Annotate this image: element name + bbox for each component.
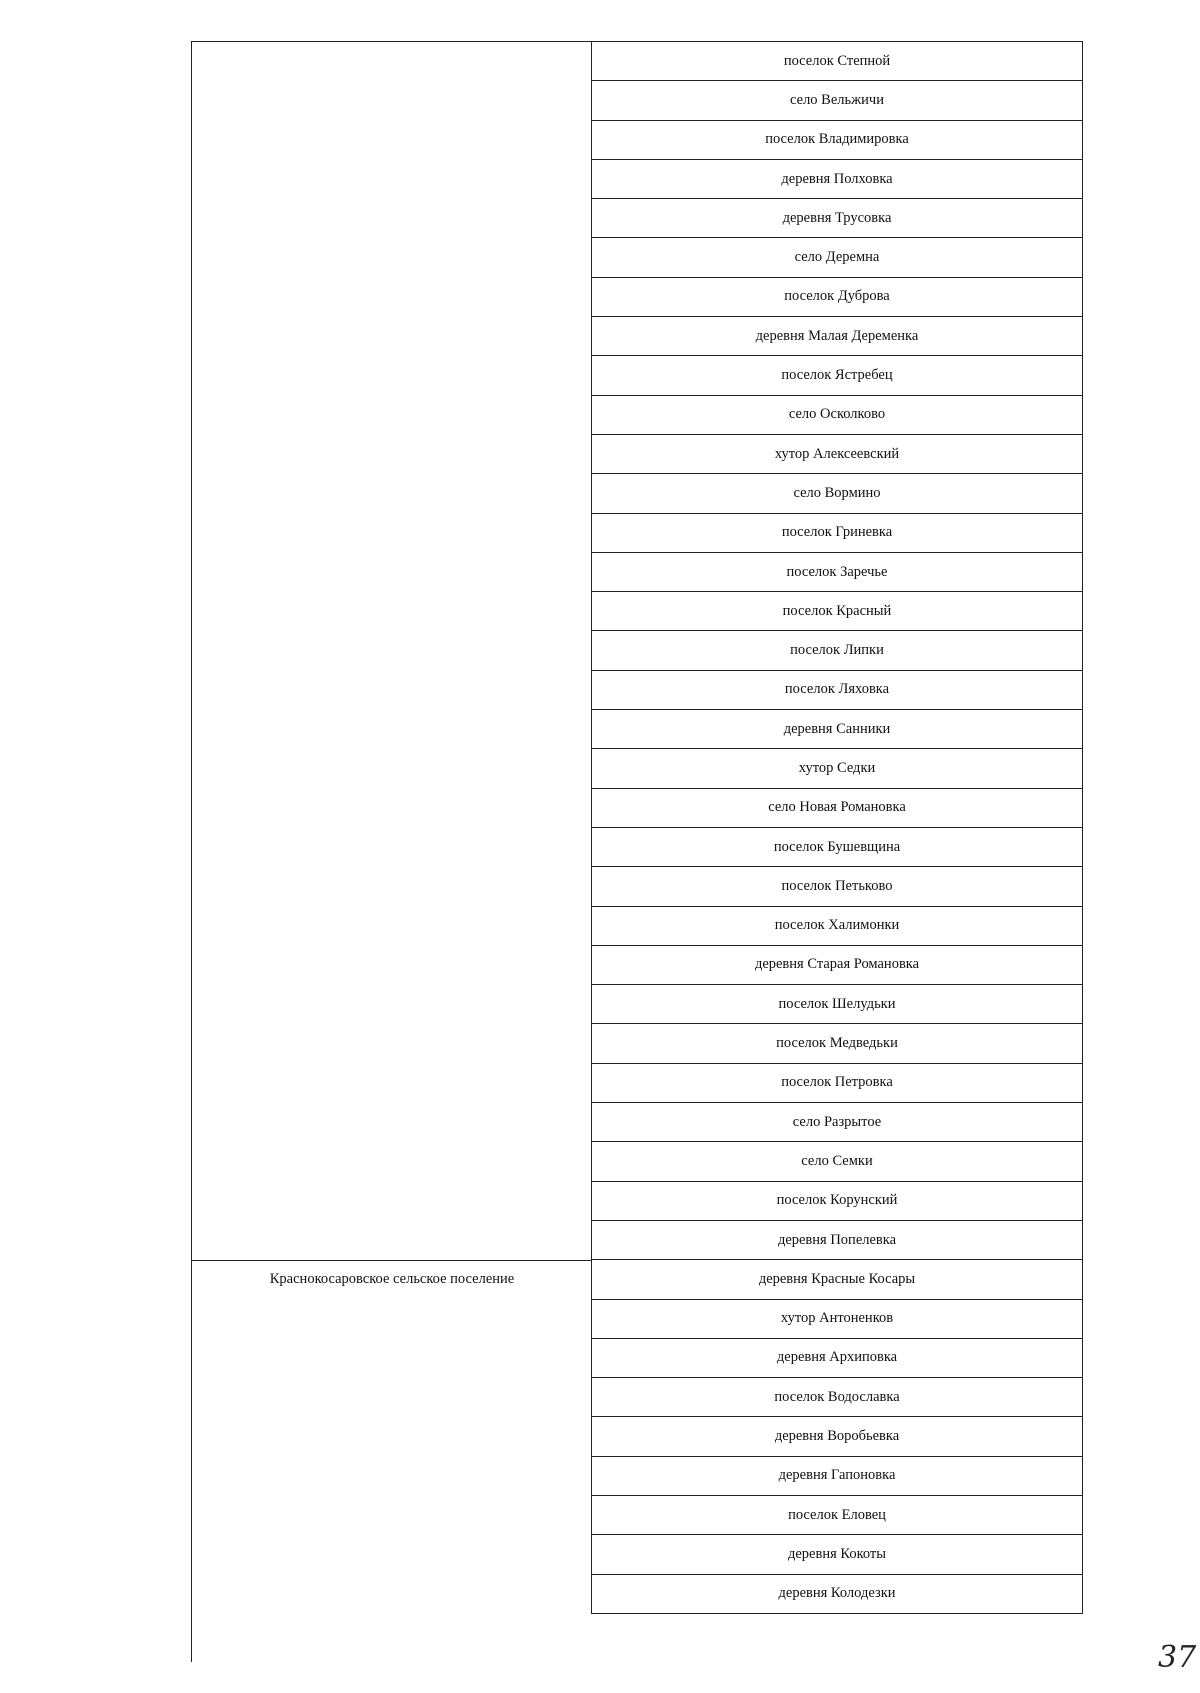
locality-row: поселок Заречье [592,553,1082,592]
locality-row: село Новая Романовка [592,789,1082,828]
locality-row: деревня Малая Деременка [592,317,1082,356]
locality-column [591,41,1083,1614]
locality-row: поселок Водославка [592,1378,1082,1417]
locality-row: поселок Еловец [592,1496,1082,1535]
locality-row: село Вормино [592,474,1082,513]
locality-row: хутор Антоненков [592,1300,1082,1339]
locality-row: поселок Халимонки [592,907,1082,946]
locality-row: поселок Ляховка [592,671,1082,710]
settlement-column [191,41,592,1662]
locality-row: село Осколково [592,396,1082,435]
locality-row: поселок Ястребец [592,356,1082,395]
locality-row: деревня Старая Романовка [592,946,1082,985]
locality-row: поселок Гриневка [592,514,1082,553]
locality-row: деревня Колодезки [592,1575,1082,1614]
locality-row: деревня Попелевка [592,1221,1082,1260]
locality-row: поселок Корунский [592,1182,1082,1221]
locality-row: поселок Петровка [592,1064,1082,1103]
locality-row: поселок Шелудьки [592,985,1082,1024]
locality-row: поселок Петьково [592,867,1082,906]
settlement-name: Краснокосаровское сельское поселение [269,1271,515,1288]
locality-row: деревня Трусовка [592,199,1082,238]
locality-row: поселок Дуброва [592,278,1082,317]
locality-row: деревня Гапоновка [592,1457,1082,1496]
locality-row: село Семки [592,1142,1082,1181]
locality-row: деревня Красные Косары [592,1260,1082,1299]
locality-row: деревня Кокоты [592,1535,1082,1574]
locality-row: деревня Архиповка [592,1339,1082,1378]
locality-row: деревня Воробьевка [592,1417,1082,1456]
settlement-cell [192,1260,592,1615]
locality-row: поселок Владимировка [592,121,1082,160]
page-number: 37 [1158,1640,1197,1675]
locality-row: деревня Полховка [592,160,1082,199]
locality-row: деревня Санники [592,710,1082,749]
locality-row: поселок Липки [592,631,1082,670]
locality-row: поселок Бушевщина [592,828,1082,867]
locality-row: село Вельжичи [592,81,1082,120]
locality-row: хутор Алексеевский [592,435,1082,474]
locality-row: хутор Седки [592,749,1082,788]
locality-row: поселок Красный [592,592,1082,631]
locality-row: поселок Медведьки [592,1024,1082,1063]
locality-row: село Деремна [592,238,1082,277]
settlement-cell [192,42,592,1260]
locality-row: село Разрытое [592,1103,1082,1142]
locality-row: поселок Степной [592,42,1082,81]
